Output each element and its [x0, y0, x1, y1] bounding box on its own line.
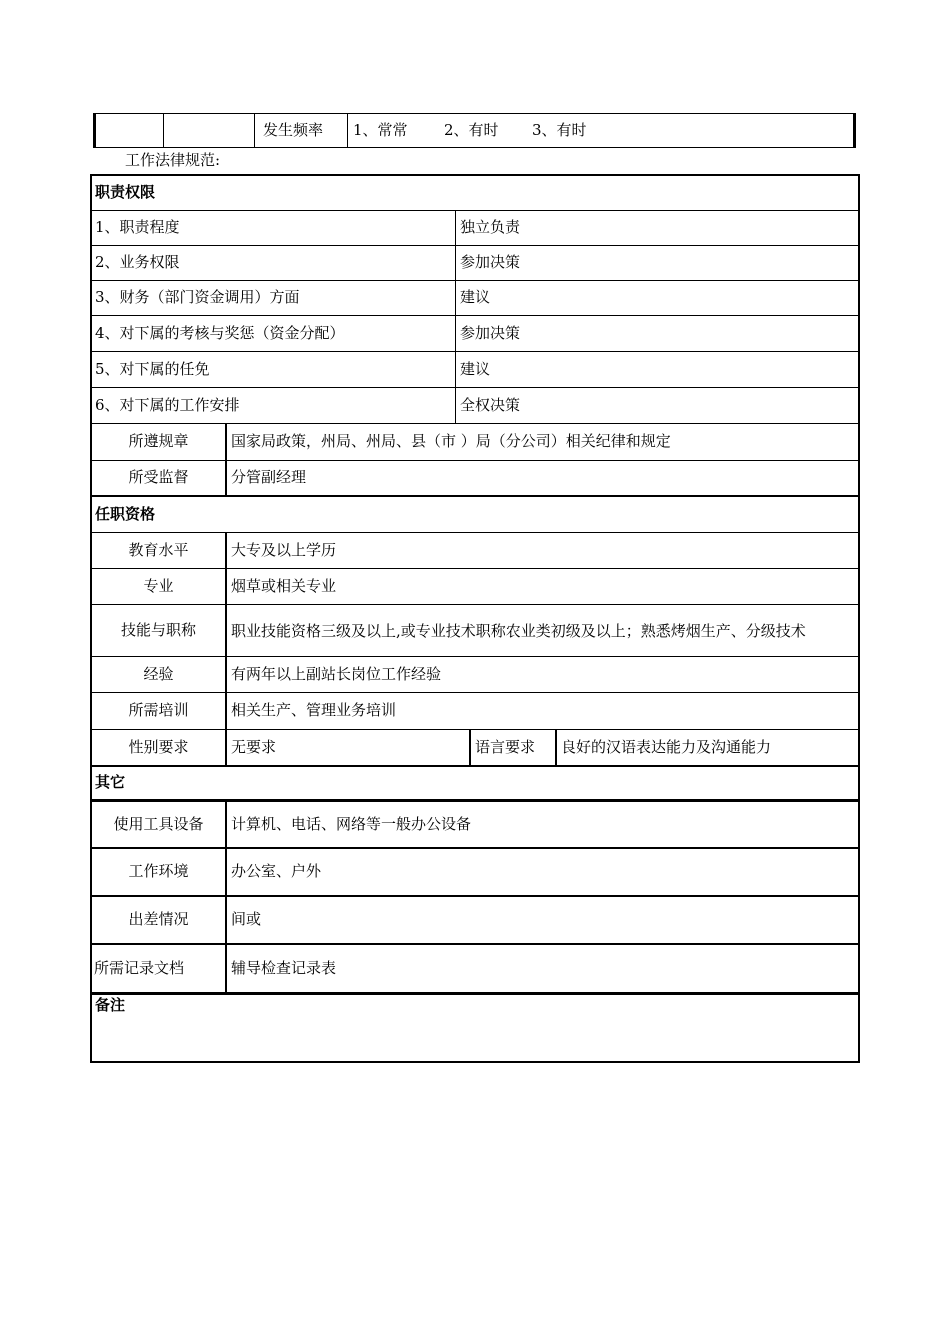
- major-label: 专业: [143, 576, 174, 595]
- travel-label: 出差情况: [128, 910, 189, 929]
- experience-label: 经验: [143, 664, 174, 683]
- rules-label: 所遵规章: [128, 432, 189, 451]
- supervision-value: 分管副经理: [231, 468, 307, 487]
- frequency-option-3: 3、有时: [532, 120, 587, 139]
- tools-label: 使用工具设备: [113, 814, 204, 833]
- training-label: 所需培训: [128, 701, 189, 720]
- resp-label-2: 2、业务权限: [95, 253, 180, 272]
- frequency-label: 发生频率: [263, 120, 324, 139]
- tools-value: 计算机、电话、网络等一般办公设备: [231, 814, 472, 833]
- environment-label: 工作环境: [128, 862, 189, 881]
- responsibilities-title: 职责权限: [95, 183, 156, 202]
- experience-value: 有两年以上副站长岗位工作经验: [231, 664, 442, 683]
- resp-value-2: 参加决策: [460, 253, 521, 272]
- resp-label-6: 6、对下属的工作安排: [95, 395, 240, 414]
- qualifications-title: 任职资格: [95, 504, 156, 523]
- education-value: 大专及以上学历: [231, 540, 337, 559]
- resp-label-1: 1、职责程度: [95, 218, 180, 237]
- supervision-label: 所受监督: [128, 468, 189, 487]
- resp-value-3: 建议: [460, 288, 491, 307]
- law-label: 工作法律规范:: [125, 151, 221, 170]
- environment-value: 办公室、户外: [231, 862, 322, 881]
- gender-label: 性别要求: [128, 737, 189, 756]
- resp-value-4: 参加决策: [460, 323, 521, 342]
- major-value: 烟草或相关专业: [231, 576, 337, 595]
- frequency-option-1: 1、常常: [353, 120, 408, 139]
- other-title: 其它: [95, 773, 126, 792]
- training-value: 相关生产、管理业务培训: [231, 701, 397, 720]
- rules-value: 国家局政策，州局、州局、县（市 ）局（分公司）相关纪律和规定: [231, 432, 671, 451]
- resp-value-5: 建议: [460, 359, 491, 378]
- resp-label-3: 3、财务（部门资金调用）方面: [95, 288, 300, 307]
- education-label: 教育水平: [128, 540, 189, 559]
- resp-label-5: 5、对下属的任免: [95, 359, 210, 378]
- records-value: 辅导检查记录表: [231, 958, 337, 977]
- travel-value: 间或: [231, 910, 262, 929]
- skills-value: 职业技能资格三级及以上,或专业技术职称农业类初级及以上；熟悉烤烟生产、分级技术: [231, 621, 806, 640]
- resp-value-6: 全权决策: [460, 395, 521, 414]
- skills-label: 技能与职称: [120, 620, 196, 639]
- remarks-title: 备注: [95, 996, 126, 1014]
- records-label: 所需记录文档: [94, 958, 185, 977]
- resp-value-1: 独立负责: [460, 218, 521, 237]
- gender-value: 无要求: [231, 737, 277, 756]
- frequency-option-2: 2、有时: [444, 120, 499, 139]
- language-label: 语言要求: [475, 737, 536, 756]
- resp-label-4: 4、对下属的考核与奖惩（资金分配）: [95, 323, 345, 342]
- language-value: 良好的汉语表达能力及沟通能力: [561, 737, 772, 756]
